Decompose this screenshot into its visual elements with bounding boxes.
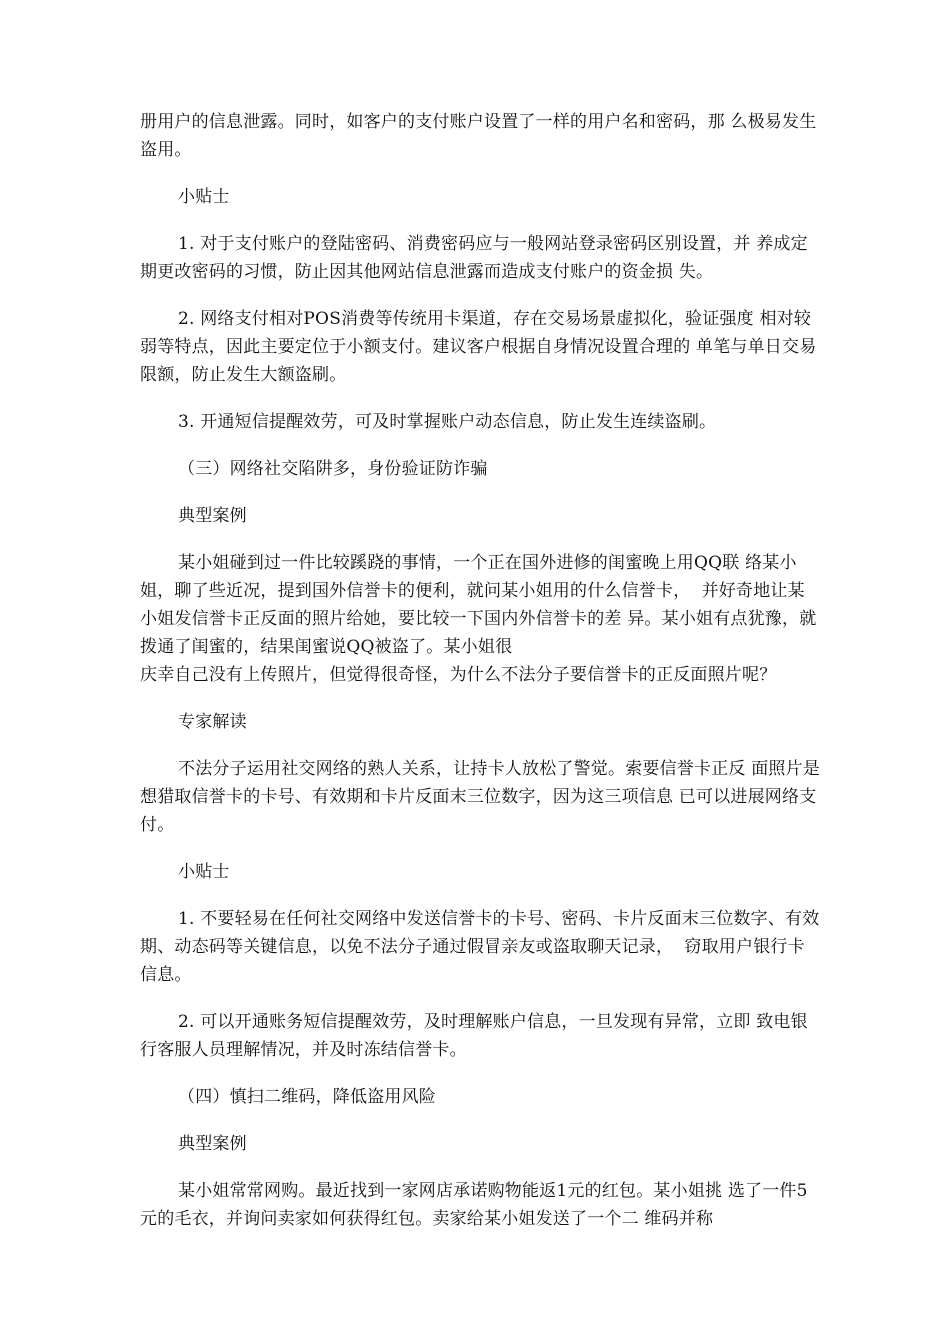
tip-1-3: 3. 开通短信提醒效劳，可及时掌握账户动态信息，防止发生连续盗刷。	[178, 412, 717, 432]
heading-tips-1: 小贴士	[178, 187, 230, 207]
heading-expert: 专家解读	[178, 712, 247, 732]
heading-case-1: 典型案例	[178, 506, 247, 526]
expert-text: 不法分子运用社交网络的熟人关系，让持卡人放松了警觉。索要信誉卡正反 面照片是想猎取信誉卡的卡号、有效期和卡片反面末三位数字，因为这三项信息 已可以进展网络支付。	[140, 759, 821, 835]
heading-tips-2: 小贴士	[178, 862, 230, 882]
case-1-text: 某小姐碰到过一件比较蹊跷的事情，一个正在国外进修的闺蜜晚上用QQ联 络某小姐，聊了些近况，提到国外信誉卡的便利，就问某小姐用的什么信誉卡， 并好奇地让某小姐发信誉卡正反面的照片给她，要比较一下国内外信誉卡的差 异。某小姐有点犹豫，就拨通了闺蜜的，结果闺蜜说QQ被盗了。某小姐很	[140, 553, 817, 657]
document-page	[140, 108, 820, 1233]
paragraph-account-leak: 册用户的信息泄露。同时，如客户的支付账户设置了一样的用户名和密码，那 么极易发生盗用。	[140, 112, 817, 160]
case-1-text-continued: 庆幸自己没有上传照片，但觉得很奇怪，为什么不法分子要信誉卡的正反面照片呢？	[140, 665, 777, 685]
tip-1-1: 1. 对于支付账户的登陆密码、消费密码应与一般网站登录密码区别设置，并 养成定期更改密码的习惯，防止因其他网站信息泄露而造成支付账户的资金损 失。	[140, 234, 808, 282]
tip-2-2: 2. 可以开通账务短信提醒效劳，及时理解账户信息，一旦发现有异常，立即 致电银行客服人员理解情况，并及时冻结信誉卡。	[140, 1012, 808, 1060]
section-heading-4: （四）慎扫二维码，降低盗用风险	[178, 1087, 436, 1107]
tip-1-2: 2. 网络支付相对POS消费等传统用卡渠道，存在交易场景虚拟化，验证强度 相对较弱等特点，因此主要定位于小额支付。建议客户根据自身情况设置合理的 单笔与单日交易限额，防止发生大额盗刷。	[140, 309, 817, 385]
tip-2-1: 1. 不要轻易在任何社交网络中发送信誉卡的卡号、密码、卡片反面末三位数字、有效期、动态码等关键信息，以免不法分子通过假冒亲友或盗取聊天记录， 窃取用户银行卡信息。	[140, 909, 820, 985]
section-heading-3: （三）网络社交陷阱多，身份验证防诈骗	[178, 459, 488, 479]
heading-case-2: 典型案例	[178, 1134, 247, 1154]
case-2-text: 某小姐常常网购。最近找到一家网店承诺购物能返1元的红包。某小姐挑 选了一件5元的毛衣，并询问卖家如何获得红包。卖家给某小姐发送了一个二 维码并称	[140, 1181, 808, 1229]
